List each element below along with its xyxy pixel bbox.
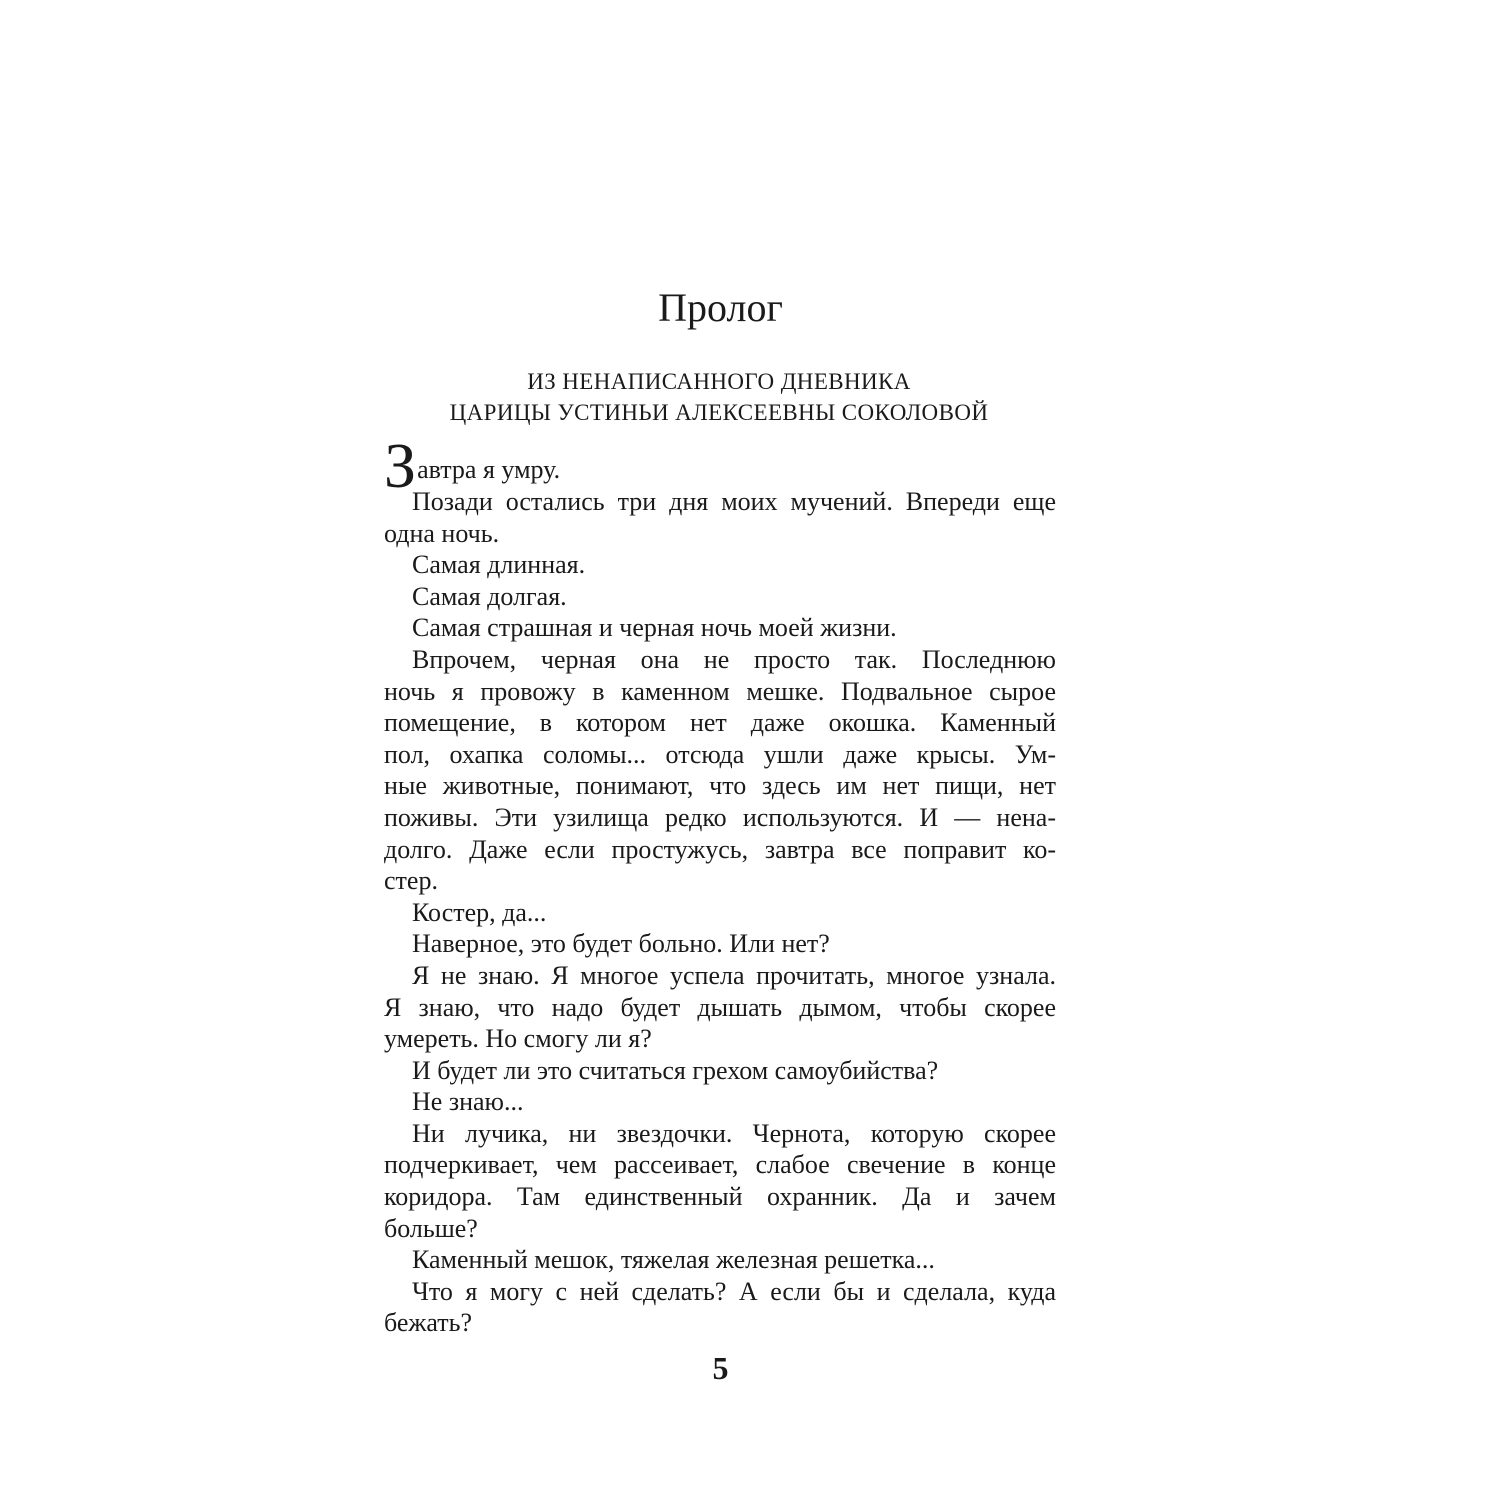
text-line: Наверное, это будет больно. Или нет? [412, 929, 830, 959]
drop-cap: З [384, 430, 417, 501]
text-line: Впрочем, черная она не просто так. Последнюю [412, 644, 1056, 674]
text-line: Позади остались три дня моих мучений. Впереди еще [412, 487, 1056, 516]
text-line: помещение, в котором нет даже окошка. Каменный [384, 708, 1056, 738]
text-line: подчеркивает, чем рассеивает, слабое свечение в конце [384, 1150, 1056, 1180]
text-line: И будет ли это считаться грехом самоубийства? [412, 1055, 939, 1085]
text-line: ночь я провожу в каменном мешке. Подвальное сырое [384, 676, 1056, 706]
chapter-subtitle-line-2: ЦАРИЦЫ УСТИНЬИ АЛЕКСЕЕВНЫ СОКОЛОВОЙ [449, 400, 989, 425]
text-line: ные животные, понимают, что здесь им нет пищи, нет [384, 771, 1056, 801]
text-line: Что я могу с ней сделать? А если бы и сделала, куда [412, 1276, 1056, 1306]
page-number: 5 [712, 1350, 729, 1386]
text-line: коридора. Там единственный охранник. Да и зачем [384, 1182, 1056, 1212]
text-line: Не знаю... [412, 1087, 524, 1117]
text-line: одна ночь. [384, 518, 500, 548]
text-line: Самая длинная. [412, 550, 586, 580]
text-line: поживы. Эти узилища редко используются. И — нена- [384, 802, 1056, 832]
text-line: Самая долгая. [412, 581, 567, 611]
text-line: стер. [384, 866, 438, 896]
text-line: Я не знаю. Я многое успела прочитать, многое узнала. [412, 960, 1056, 990]
body-text [384, 430, 1056, 1339]
text-line: долго. Даже если простужусь, завтра все поправит ко- [384, 834, 1056, 864]
text-line: Ни лучика, ни звездочки. Чернота, которую скорее [412, 1118, 1056, 1148]
text-line: умереть. Но смогу ли я? [384, 1024, 652, 1054]
first-line-text: автра я умру. [417, 455, 561, 485]
chapter-subtitle-line-1: ИЗ НЕНАПИСАННОГО ДНЕВНИКА [527, 369, 911, 394]
first-line [384, 430, 1056, 501]
text-line: пол, охапка соломы... отсюда ушли даже крысы. Ум- [384, 739, 1056, 769]
text-line: Костер, да... [412, 897, 547, 927]
chapter-title: Пролог [658, 285, 783, 330]
text-line: бежать? [384, 1308, 473, 1338]
text-line: Я знаю, что надо будет дышать дымом, чтобы скорее [384, 992, 1056, 1022]
text-line: Каменный мешок, тяжелая железная решетка... [412, 1245, 935, 1275]
text-line: Самая страшная и черная ночь моей жизни. [412, 613, 897, 643]
text-line: больше? [384, 1213, 478, 1243]
